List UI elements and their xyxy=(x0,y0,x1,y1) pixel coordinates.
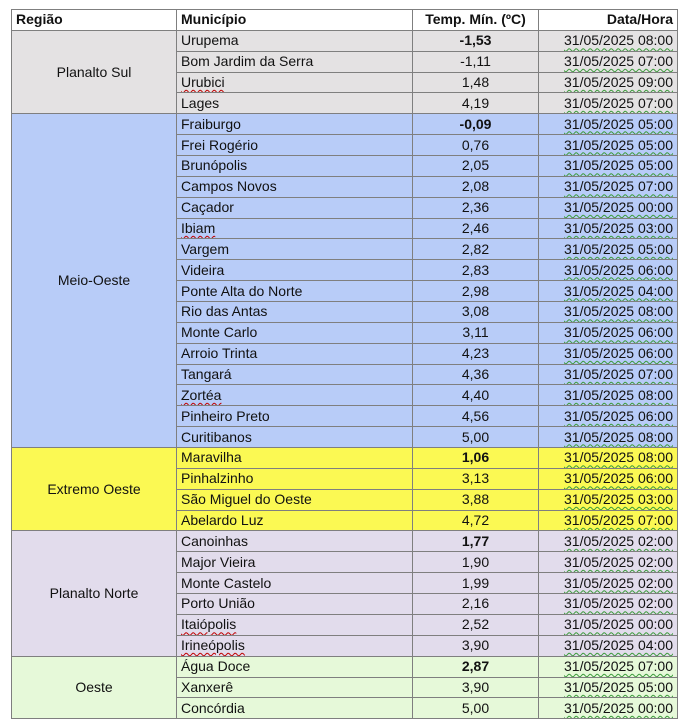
municipality-name: Abelardo Luz xyxy=(181,512,264,529)
datetime-cell xyxy=(539,448,678,469)
municipality-name: Videira xyxy=(181,261,225,278)
datetime-value: 31/05/2025 04:00 xyxy=(564,637,673,654)
table-row xyxy=(12,114,678,135)
temp-cell: 4,19 xyxy=(413,93,539,114)
datetime-value: 31/05/2025 06:00 xyxy=(564,345,673,362)
municipality-name: Irineópolis xyxy=(181,637,245,654)
municipality-cell xyxy=(177,406,413,427)
region-cell: Planalto Norte xyxy=(12,531,177,656)
datetime-value: 31/05/2025 05:00 xyxy=(564,678,673,695)
datetime-cell xyxy=(539,72,678,93)
table-row xyxy=(12,656,678,677)
temp-cell: 4,72 xyxy=(413,510,539,531)
municipality-cell xyxy=(177,531,413,552)
municipality-cell xyxy=(177,197,413,218)
datetime-cell xyxy=(539,281,678,302)
datetime-cell xyxy=(539,218,678,239)
municipality-name: Porto União xyxy=(181,595,255,612)
datetime-value: 31/05/2025 07:00 xyxy=(564,658,673,675)
datetime-cell xyxy=(539,468,678,489)
datetime-cell xyxy=(539,510,678,531)
datetime-cell xyxy=(539,343,678,364)
datetime-cell xyxy=(539,156,678,177)
datetime-value: 31/05/2025 03:00 xyxy=(564,220,673,237)
municipality-cell xyxy=(177,135,413,156)
temp-cell: 5,00 xyxy=(413,427,539,448)
datetime-value: 31/05/2025 05:00 xyxy=(564,157,673,174)
datetime-cell xyxy=(539,51,678,72)
datetime-cell xyxy=(539,176,678,197)
municipality-cell xyxy=(177,677,413,698)
datetime-value: 31/05/2025 00:00 xyxy=(564,616,673,633)
datetime-cell xyxy=(539,322,678,343)
temp-cell: 1,77 xyxy=(413,531,539,552)
datetime-value: 31/05/2025 05:00 xyxy=(564,115,673,132)
municipality-name: Urubici xyxy=(181,74,225,90)
municipality-name: Xanxerê xyxy=(181,678,234,695)
municipality-cell xyxy=(177,656,413,677)
temp-cell: 4,56 xyxy=(413,406,539,427)
region-cell: Planalto Sul xyxy=(12,30,177,113)
municipality-cell xyxy=(177,72,413,93)
temp-cell: -0,09 xyxy=(413,114,539,135)
municipality-cell xyxy=(177,343,413,364)
municipality-cell xyxy=(177,614,413,635)
datetime-cell xyxy=(539,135,678,156)
datetime-value: 31/05/2025 08:00 xyxy=(564,303,673,320)
municipality-name: Canoinhas xyxy=(181,532,248,549)
municipality-name: Concórdia xyxy=(181,699,245,716)
municipality-cell xyxy=(177,260,413,281)
municipality-name: Itaiópolis xyxy=(181,616,237,633)
datetime-cell xyxy=(539,30,678,51)
header-temp-label: Temp. Mín. (ºC) xyxy=(425,11,526,28)
temp-cell: 3,90 xyxy=(413,677,539,698)
municipality-name: Pinheiro Preto xyxy=(181,407,270,424)
municipality-name: Zortéa xyxy=(181,386,222,403)
datetime-value: 31/05/2025 08:00 xyxy=(564,32,673,49)
temp-cell: 1,90 xyxy=(413,552,539,573)
datetime-value: 31/05/2025 09:00 xyxy=(564,74,673,90)
municipality-name: Água Doce xyxy=(181,658,251,675)
datetime-cell xyxy=(539,114,678,135)
municipality-cell xyxy=(177,281,413,302)
datetime-value: 31/05/2025 07:00 xyxy=(564,53,673,70)
region-cell: Oeste xyxy=(12,656,177,719)
header-temp xyxy=(413,10,539,31)
municipality-name: Tangará xyxy=(181,366,232,383)
temp-cell: 3,11 xyxy=(413,322,539,343)
datetime-value: 31/05/2025 08:00 xyxy=(564,428,673,445)
temp-cell: 3,13 xyxy=(413,468,539,489)
municipality-name: Arroio Trinta xyxy=(181,345,258,362)
datetime-value: 31/05/2025 08:00 xyxy=(564,386,673,403)
datetime-value: 31/05/2025 08:00 xyxy=(564,449,673,466)
municipality-cell xyxy=(177,573,413,594)
datetime-cell xyxy=(539,531,678,552)
municipality-cell xyxy=(177,218,413,239)
municipality-name: Major Vieira xyxy=(181,553,256,570)
temp-cell: 2,83 xyxy=(413,260,539,281)
municipality-cell xyxy=(177,156,413,177)
municipality-cell xyxy=(177,385,413,406)
datetime-value: 31/05/2025 06:00 xyxy=(564,470,673,487)
municipality-cell xyxy=(177,114,413,135)
datetime-value: 31/05/2025 07:00 xyxy=(564,94,673,111)
municipality-name: Rio das Antas xyxy=(181,303,268,320)
datetime-value: 31/05/2025 07:00 xyxy=(564,366,673,383)
region-cell: Extremo Oeste xyxy=(12,448,177,531)
datetime-cell xyxy=(539,677,678,698)
municipality-cell xyxy=(177,93,413,114)
region-cell: Meio-Oeste xyxy=(12,114,177,448)
municipality-name: Curitibanos xyxy=(181,428,252,445)
datetime-value: 31/05/2025 02:00 xyxy=(564,574,673,591)
datetime-value: 31/05/2025 06:00 xyxy=(564,324,673,341)
temp-cell: 3,90 xyxy=(413,635,539,656)
municipality-cell xyxy=(177,30,413,51)
datetime-cell xyxy=(539,364,678,385)
header-region: Região xyxy=(12,10,177,31)
datetime-value: 31/05/2025 02:00 xyxy=(564,553,673,570)
municipality-name: Urupema xyxy=(181,32,239,49)
datetime-value: 31/05/2025 07:00 xyxy=(564,178,673,195)
datetime-value: 31/05/2025 02:00 xyxy=(564,532,673,549)
datetime-cell xyxy=(539,698,678,719)
datetime-value: 31/05/2025 05:00 xyxy=(564,136,673,153)
table-row xyxy=(12,448,678,469)
municipality-name: Fraiburgo xyxy=(181,115,241,132)
municipality-cell xyxy=(177,364,413,385)
datetime-cell xyxy=(539,197,678,218)
datetime-cell xyxy=(539,656,678,677)
datetime-cell xyxy=(539,302,678,323)
municipality-name: Monte Carlo xyxy=(181,324,258,341)
datetime-value: 31/05/2025 03:00 xyxy=(564,491,673,508)
municipality-name: Campos Novos xyxy=(181,178,277,195)
datetime-cell xyxy=(539,594,678,615)
temp-cell: 2,82 xyxy=(413,239,539,260)
datetime-cell xyxy=(539,614,678,635)
municipality-cell xyxy=(177,594,413,615)
municipality-cell xyxy=(177,448,413,469)
datetime-cell xyxy=(539,406,678,427)
municipality-cell xyxy=(177,176,413,197)
header-municipality: Município xyxy=(177,10,413,31)
min-temperature-table xyxy=(11,9,678,719)
temp-cell: 1,06 xyxy=(413,448,539,469)
municipality-cell xyxy=(177,302,413,323)
temp-cell: 3,88 xyxy=(413,489,539,510)
municipality-cell xyxy=(177,489,413,510)
municipality-name: Lages xyxy=(181,94,220,111)
municipality-name: Pinhalzinho xyxy=(181,470,254,487)
datetime-value: 31/05/2025 00:00 xyxy=(564,699,673,716)
municipality-name: Frei Rogério xyxy=(181,136,259,153)
temp-cell: 1,48 xyxy=(413,72,539,93)
municipality-name: Ponte Alta do Norte xyxy=(181,282,303,299)
temp-cell: 0,76 xyxy=(413,135,539,156)
municipality-name: Brunópolis xyxy=(181,157,248,174)
municipality-cell xyxy=(177,552,413,573)
temp-cell: 2,52 xyxy=(413,614,539,635)
datetime-value: 31/05/2025 07:00 xyxy=(564,512,673,529)
header-datetime: Data/Hora xyxy=(539,10,678,31)
municipality-name: Maravilha xyxy=(181,449,242,466)
temp-cell: 2,16 xyxy=(413,594,539,615)
temp-cell: 2,08 xyxy=(413,176,539,197)
temp-cell: 2,36 xyxy=(413,197,539,218)
municipality-cell xyxy=(177,322,413,343)
datetime-value: 31/05/2025 00:00 xyxy=(564,199,673,216)
municipality-name: Bom Jardim da Serra xyxy=(181,53,314,70)
datetime-value: 31/05/2025 02:00 xyxy=(564,595,673,612)
temp-cell: 5,00 xyxy=(413,698,539,719)
municipality-cell xyxy=(177,239,413,260)
datetime-value: 31/05/2025 06:00 xyxy=(564,261,673,278)
datetime-cell xyxy=(539,260,678,281)
datetime-cell xyxy=(539,385,678,406)
table-body xyxy=(12,30,678,718)
temperature-table-container xyxy=(11,9,678,719)
datetime-value: 31/05/2025 05:00 xyxy=(564,240,673,257)
municipality-name: Vargem xyxy=(181,240,229,257)
table-row xyxy=(12,531,678,552)
temp-cell: -1,53 xyxy=(413,30,539,51)
datetime-value: 31/05/2025 04:00 xyxy=(564,282,673,299)
temp-cell: 3,08 xyxy=(413,302,539,323)
datetime-cell xyxy=(539,239,678,260)
municipality-name: Ibiam xyxy=(181,220,216,237)
municipality-cell xyxy=(177,468,413,489)
datetime-value: 31/05/2025 06:00 xyxy=(564,407,673,424)
municipality-cell xyxy=(177,51,413,72)
temp-cell: 4,23 xyxy=(413,343,539,364)
temp-cell: -1,11 xyxy=(413,51,539,72)
municipality-cell xyxy=(177,635,413,656)
datetime-cell xyxy=(539,93,678,114)
datetime-cell xyxy=(539,552,678,573)
datetime-cell xyxy=(539,427,678,448)
temp-cell: 4,36 xyxy=(413,364,539,385)
temp-cell: 2,05 xyxy=(413,156,539,177)
table-header-row xyxy=(12,10,678,31)
municipality-name: Monte Castelo xyxy=(181,574,272,591)
municipality-cell xyxy=(177,427,413,448)
municipality-cell xyxy=(177,698,413,719)
temp-cell: 2,46 xyxy=(413,218,539,239)
municipality-cell xyxy=(177,510,413,531)
datetime-cell xyxy=(539,489,678,510)
temp-cell: 1,99 xyxy=(413,573,539,594)
municipality-name: São Miguel do Oeste xyxy=(181,491,312,508)
datetime-cell xyxy=(539,635,678,656)
municipality-name: Caçador xyxy=(181,199,234,216)
table-row xyxy=(12,30,678,51)
temp-cell: 2,98 xyxy=(413,281,539,302)
temp-cell: 2,87 xyxy=(413,656,539,677)
temp-cell: 4,40 xyxy=(413,385,539,406)
datetime-cell xyxy=(539,573,678,594)
